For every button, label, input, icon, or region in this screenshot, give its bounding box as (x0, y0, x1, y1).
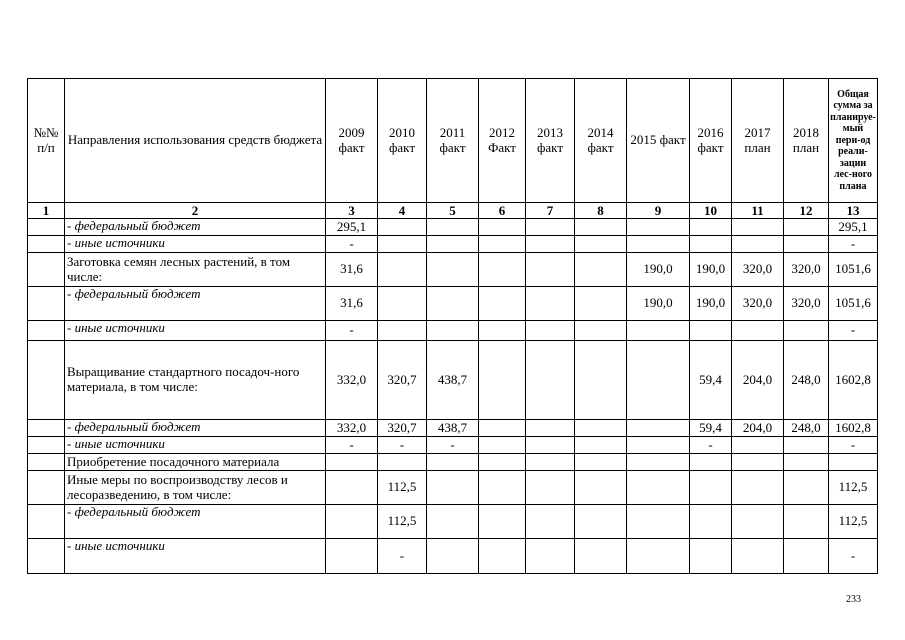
row-value-cell (526, 236, 575, 253)
row-value-cell (526, 539, 575, 574)
row-value-cell (326, 539, 378, 574)
row-value-cell (627, 539, 690, 574)
row-value-cell (732, 505, 784, 539)
row-value-cell (526, 219, 575, 236)
row-value-cell (326, 505, 378, 539)
header-col-total: Общая сумма за планируе-мый пери-од реали-зации лес-ного плана (829, 79, 878, 203)
row-description: - иные источники (65, 539, 326, 574)
row-value-cell (627, 454, 690, 471)
row-value-cell (526, 471, 575, 505)
row-value-cell: 248,0 (784, 341, 829, 420)
row-value-cell (526, 420, 575, 437)
header-year: 2016 факт (690, 79, 732, 203)
column-number-row (28, 203, 878, 219)
row-value-cell: 320,0 (732, 253, 784, 287)
row-value-cell (732, 539, 784, 574)
row-value-cell (479, 539, 526, 574)
column-number: 5 (427, 203, 479, 219)
column-number: 6 (479, 203, 526, 219)
row-value-cell (378, 454, 427, 471)
row-value-cell: 438,7 (427, 341, 479, 420)
row-value-cell (732, 219, 784, 236)
row-description: - иные источники (65, 321, 326, 341)
row-value-cell: 248,0 (784, 420, 829, 437)
row-number-cell (28, 287, 65, 321)
row-value-cell (378, 321, 427, 341)
row-value-cell (627, 505, 690, 539)
row-value-cell (427, 505, 479, 539)
row-value-cell (378, 236, 427, 253)
row-total-cell: 1602,8 (829, 341, 878, 420)
row-value-cell (479, 321, 526, 341)
row-value-cell (732, 471, 784, 505)
row-description: - иные источники (65, 236, 326, 253)
column-number: 13 (829, 203, 878, 219)
row-value-cell: 31,6 (326, 253, 378, 287)
row-total-cell: 112,5 (829, 471, 878, 505)
row-number-cell (28, 341, 65, 420)
row-description: Приобретение посадочного материала (65, 454, 326, 471)
row-number-cell (28, 236, 65, 253)
row-value-cell: - (326, 236, 378, 253)
row-value-cell: 59,4 (690, 341, 732, 420)
header-col-no: №№ п/п (28, 79, 65, 203)
row-value-cell: 204,0 (732, 341, 784, 420)
row-value-cell (326, 454, 378, 471)
row-value-cell (732, 437, 784, 454)
row-value-cell (575, 539, 627, 574)
row-value-cell (378, 253, 427, 287)
table-row (28, 471, 878, 505)
row-value-cell (627, 321, 690, 341)
row-value-cell (427, 253, 479, 287)
row-total-cell: 1051,6 (829, 287, 878, 321)
row-description: - федеральный бюджет (65, 287, 326, 321)
row-value-cell (575, 505, 627, 539)
row-number-cell (28, 253, 65, 287)
row-value-cell (479, 253, 526, 287)
row-value-cell (427, 321, 479, 341)
row-value-cell (427, 287, 479, 321)
table-row (28, 321, 878, 341)
row-value-cell: 438,7 (427, 420, 479, 437)
column-number: 7 (526, 203, 575, 219)
row-value-cell (784, 454, 829, 471)
row-value-cell (575, 219, 627, 236)
row-value-cell (784, 437, 829, 454)
header-year: 2009 факт (326, 79, 378, 203)
row-value-cell: 190,0 (627, 287, 690, 321)
row-value-cell (526, 505, 575, 539)
row-value-cell: 204,0 (732, 420, 784, 437)
row-value-cell: 320,0 (732, 287, 784, 321)
row-number-cell (28, 539, 65, 574)
header-year: 2012 Факт (479, 79, 526, 203)
row-number-cell (28, 219, 65, 236)
table-row (28, 236, 878, 253)
row-value-cell (690, 321, 732, 341)
column-number: 8 (575, 203, 627, 219)
table-row (28, 505, 878, 539)
header-year: 2010 факт (378, 79, 427, 203)
row-value-cell (378, 287, 427, 321)
row-value-cell: - (427, 437, 479, 454)
row-value-cell (575, 236, 627, 253)
row-value-cell: 31,6 (326, 287, 378, 321)
row-value-cell (326, 471, 378, 505)
row-value-cell (479, 219, 526, 236)
row-description: - федеральный бюджет (65, 420, 326, 437)
column-number: 2 (65, 203, 326, 219)
column-number: 9 (627, 203, 690, 219)
row-value-cell (784, 539, 829, 574)
header-year: 2018 план (784, 79, 829, 203)
column-number: 12 (784, 203, 829, 219)
row-value-cell (575, 437, 627, 454)
row-value-cell (627, 437, 690, 454)
row-value-cell (690, 219, 732, 236)
column-number: 1 (28, 203, 65, 219)
row-value-cell (427, 219, 479, 236)
row-total-cell: - (829, 236, 878, 253)
row-description: - федеральный бюджет (65, 505, 326, 539)
row-value-cell (526, 341, 575, 420)
page-number: 233 (846, 594, 861, 605)
row-value-cell: 295,1 (326, 219, 378, 236)
row-value-cell (627, 341, 690, 420)
row-value-cell: - (378, 437, 427, 454)
row-value-cell (575, 341, 627, 420)
row-description: Иные меры по воспроизводству лесов и лесоразведению, в том числе: (65, 471, 326, 505)
row-value-cell (479, 437, 526, 454)
header-year: 2011 факт (427, 79, 479, 203)
header-col-desc: Направления использования средств бюджета (65, 79, 326, 203)
column-number: 11 (732, 203, 784, 219)
header-row (28, 79, 878, 203)
row-value-cell (526, 454, 575, 471)
row-value-cell: 320,7 (378, 341, 427, 420)
row-value-cell: 320,0 (784, 253, 829, 287)
row-value-cell (784, 321, 829, 341)
header-year: 2017 план (732, 79, 784, 203)
row-description: - федеральный бюджет (65, 219, 326, 236)
header-year: 2015 факт (627, 79, 690, 203)
row-total-cell: 1602,8 (829, 420, 878, 437)
row-value-cell (732, 236, 784, 253)
row-value-cell: 320,0 (784, 287, 829, 321)
row-value-cell: 190,0 (690, 253, 732, 287)
row-value-cell (575, 454, 627, 471)
row-value-cell (690, 454, 732, 471)
row-value-cell: 332,0 (326, 341, 378, 420)
row-value-cell (690, 539, 732, 574)
row-value-cell (575, 287, 627, 321)
row-total-cell (829, 454, 878, 471)
row-number-cell (28, 437, 65, 454)
row-value-cell (732, 454, 784, 471)
row-value-cell (427, 454, 479, 471)
row-number-cell (28, 420, 65, 437)
column-number: 10 (690, 203, 732, 219)
row-value-cell: - (326, 437, 378, 454)
header-year: 2013 факт (526, 79, 575, 203)
row-value-cell: 112,5 (378, 471, 427, 505)
row-value-cell (784, 471, 829, 505)
row-number-cell (28, 454, 65, 471)
header-year: 2014 факт (575, 79, 627, 203)
row-number-cell (28, 321, 65, 341)
row-value-cell: 112,5 (378, 505, 427, 539)
column-number: 3 (326, 203, 378, 219)
row-value-cell (575, 420, 627, 437)
row-total-cell: - (829, 437, 878, 454)
table-row (28, 253, 878, 287)
row-value-cell (627, 236, 690, 253)
row-value-cell (479, 454, 526, 471)
row-value-cell (690, 505, 732, 539)
row-total-cell: 112,5 (829, 505, 878, 539)
row-value-cell (427, 236, 479, 253)
row-value-cell (575, 471, 627, 505)
row-value-cell (526, 253, 575, 287)
table-row (28, 341, 878, 420)
row-value-cell (690, 236, 732, 253)
row-value-cell: 332,0 (326, 420, 378, 437)
row-value-cell: - (326, 321, 378, 341)
row-value-cell (479, 471, 526, 505)
row-value-cell (526, 287, 575, 321)
row-value-cell (732, 321, 784, 341)
row-value-cell (575, 253, 627, 287)
row-total-cell: - (829, 539, 878, 574)
row-value-cell (479, 287, 526, 321)
row-value-cell (575, 321, 627, 341)
row-value-cell: 320,7 (378, 420, 427, 437)
row-value-cell: 190,0 (690, 287, 732, 321)
row-value-cell (690, 471, 732, 505)
budget-table (27, 78, 878, 574)
row-value-cell (479, 420, 526, 437)
row-value-cell: - (690, 437, 732, 454)
row-description: Заготовка семян лесных растений, в том числе: (65, 253, 326, 287)
row-total-cell: 1051,6 (829, 253, 878, 287)
column-number: 4 (378, 203, 427, 219)
row-total-cell: - (829, 321, 878, 341)
row-value-cell (784, 505, 829, 539)
row-value-cell (427, 471, 479, 505)
table-row (28, 539, 878, 574)
row-value-cell (479, 236, 526, 253)
table-row (28, 420, 878, 437)
row-value-cell: 59,4 (690, 420, 732, 437)
row-value-cell (784, 236, 829, 253)
row-value-cell (627, 471, 690, 505)
row-total-cell: 295,1 (829, 219, 878, 236)
table-row (28, 287, 878, 321)
row-value-cell (627, 420, 690, 437)
row-value-cell (479, 341, 526, 420)
row-number-cell (28, 505, 65, 539)
row-description: - иные источники (65, 437, 326, 454)
row-value-cell: - (378, 539, 427, 574)
row-value-cell (784, 219, 829, 236)
table-body (28, 219, 878, 574)
row-value-cell (627, 219, 690, 236)
row-value-cell: 190,0 (627, 253, 690, 287)
table-row (28, 219, 878, 236)
table-row (28, 437, 878, 454)
row-value-cell (526, 321, 575, 341)
row-number-cell (28, 471, 65, 505)
row-value-cell (526, 437, 575, 454)
row-value-cell (378, 219, 427, 236)
row-value-cell (479, 505, 526, 539)
table-row (28, 454, 878, 471)
row-value-cell (427, 539, 479, 574)
row-description: Выращивание стандартного посадоч-ного материала, в том числе: (65, 341, 326, 420)
